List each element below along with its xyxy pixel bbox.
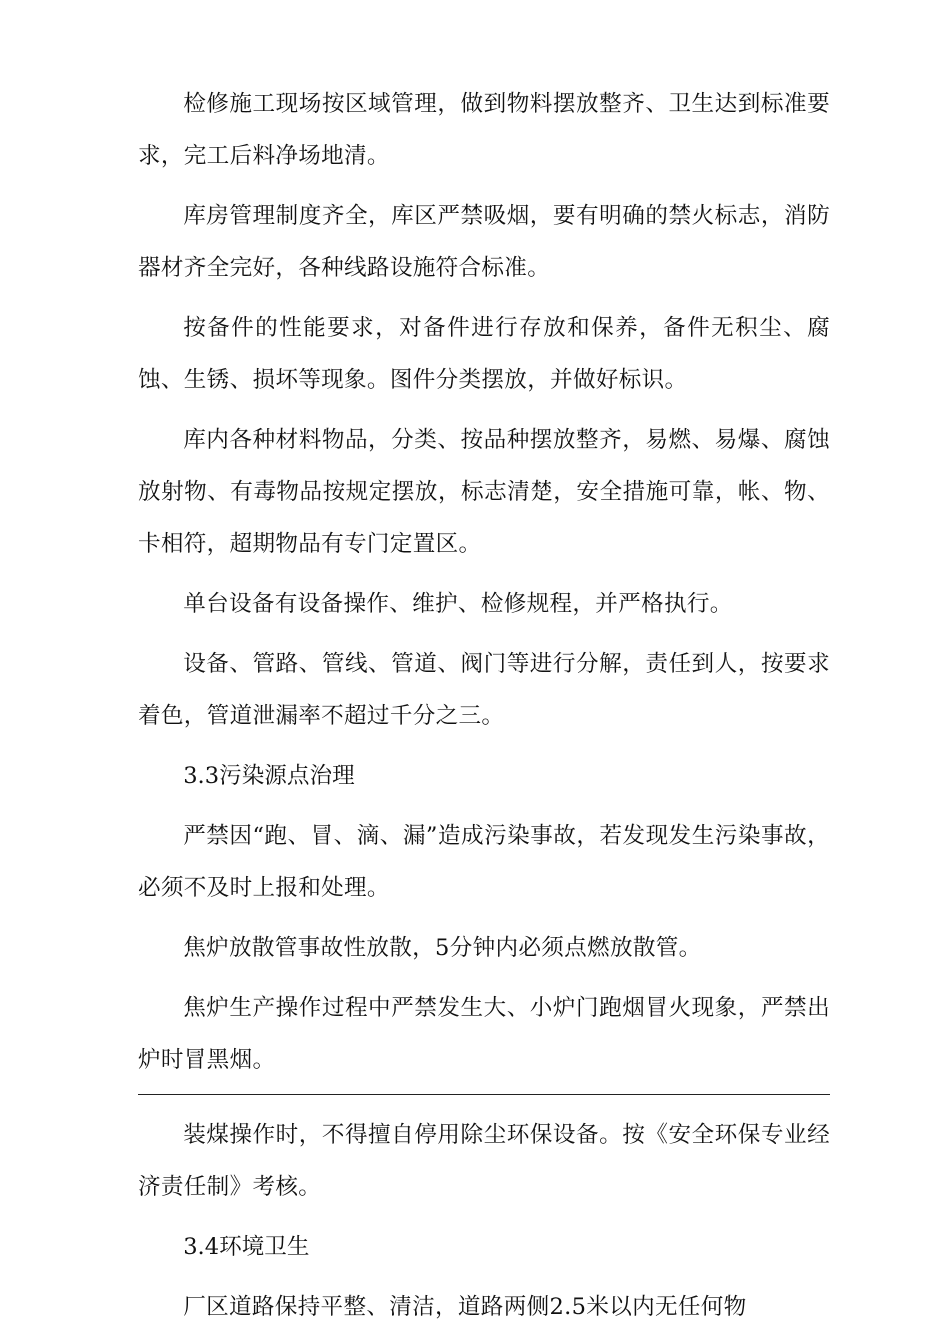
paragraph-pipeline-responsibility: 设备、管路、管线、管道、阀门等进行分解，责任到人，按要求着色，管道泄漏率不超过千分之三。 xyxy=(138,651,830,729)
section-heading-3-4: 3.4环境卫生 xyxy=(183,1234,310,1260)
document-page xyxy=(138,78,830,1341)
page-divider xyxy=(138,1094,830,1095)
paragraph-coke-oven-smoke: 焦炉生产操作过程中严禁发生大、小炉门跑烟冒火现象，严禁出炉时冒黑烟。 xyxy=(138,995,830,1073)
paragraph-pollution-accidents: 严禁因“跑、冒、滴、漏”造成污染事故，若发现发生污染事故，必须不及时上报和处理。 xyxy=(138,823,830,901)
paragraph-materials-storage: 库内各种材料物品，分类、按品种摆放整齐，易燃、易爆、腐蚀放射物、有毒物品按规定摆放，标志清楚，安全措施可靠，帐、物、卡相符，超期物品有专门定置区。 xyxy=(138,427,830,557)
paragraph-spare-parts: 按备件的性能要求，对备件进行存放和保养，备件无积尘、腐蚀、生锈、损坏等现象。图件分类摆放，并做好标识。 xyxy=(138,315,830,393)
section-heading-3-3: 3.3污染源点治理 xyxy=(183,763,355,789)
paragraph-vent-ignition: 焦炉放散管事故性放散，5分钟内必须点燃放散管。 xyxy=(183,935,702,961)
paragraph-site-management: 检修施工现场按区域管理，做到物料摆放整齐、卫生达到标准要求，完工后料净场地清。 xyxy=(138,91,830,169)
paragraph-equipment-procedures: 单台设备有设备操作、维护、检修规程，并严格执行。 xyxy=(183,591,733,617)
paragraph-coal-charging: 装煤操作时，不得擅自停用除尘环保设备。按《安全环保专业经济责任制》考核。 xyxy=(138,1122,830,1200)
paragraph-road-cleanliness: 厂区道路保持平整、清洁，道路两侧2.5米以内无任何物 xyxy=(183,1294,747,1320)
paragraph-warehouse-rules: 库房管理制度齐全，库区严禁吸烟，要有明确的禁火标志，消防器材齐全完好，各种线路设施符合标准。 xyxy=(138,203,830,281)
